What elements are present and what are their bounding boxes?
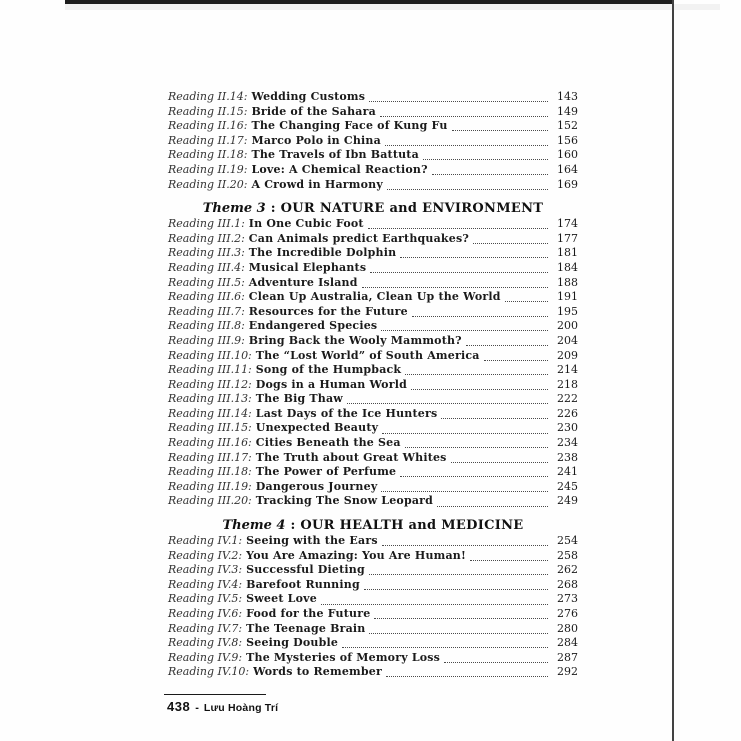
entry-page-number: 226 [557,406,578,420]
reading-label: Reading III.2: [168,231,245,245]
entry-title: The Big Thaw [255,392,343,406]
entry-page-number: 245 [557,479,578,493]
entry-title: Endangered Species [248,319,378,333]
dot-leader [452,130,548,131]
toc-entry [168,534,578,549]
entry-page-number: 222 [557,392,578,406]
entry-page-number: 188 [557,275,578,289]
toc-entry [168,261,578,276]
dot-leader [370,272,548,273]
entry-page-number: 200 [557,319,578,333]
dot-leader [386,676,548,677]
toc-entry [168,578,578,593]
dot-leader [382,545,548,546]
entry-title: Bring Back the Wooly Mammoth? [248,333,462,347]
entry-page-number: 241 [557,465,578,479]
toc-entry [168,148,578,163]
dot-leader [451,462,548,463]
reading-label: Reading III.8: [168,319,245,333]
entry-title: Dangerous Journey [255,479,378,493]
dot-leader [385,145,548,146]
entry-page-number: 262 [557,563,578,577]
reading-label: Reading III.3: [168,246,245,260]
toc-entry [168,665,578,680]
dot-leader [369,574,548,575]
reading-label: Reading III.14: [168,406,252,420]
dot-leader [437,506,548,507]
reading-label: Reading III.7: [168,304,245,318]
reading-label: Reading III.1: [168,217,245,231]
reading-label: Reading IV.9: [168,650,243,664]
entry-page-number: 177 [557,231,578,245]
entry-title: Barefoot Running [246,577,360,591]
entry-page-number: 287 [557,650,578,664]
entry-page-number: 191 [557,290,578,304]
toc-entry [168,607,578,622]
entry-page-number: 143 [557,90,578,103]
entry-page-number: 258 [557,548,578,562]
toc-entry [168,134,578,149]
entry-title: Words to Remember [253,665,382,679]
dot-leader [381,491,548,492]
dot-leader [362,287,548,288]
entry-page-number: 249 [557,494,578,508]
entry-page-number: 156 [557,133,578,147]
entry-page-number: 230 [557,421,578,435]
dot-leader [381,330,548,331]
dot-leader [466,345,548,346]
entry-title: Musical Elephants [248,260,367,274]
reading-label: Reading IV.1: [168,534,243,548]
toc-entry [168,378,578,393]
entry-title: The Incredible Dolphin [248,246,397,260]
entry-title: Last Days of the Ice Hunters [255,406,438,420]
entry-title: Bride of the Sahara [251,104,376,118]
entry-title: In One Cubic Foot [248,217,364,231]
entry-title: Clean Up Australia, Clean Up the World [248,290,501,304]
reading-label: Reading II.20: [168,177,248,191]
entry-page-number: 218 [557,377,578,391]
reading-label: Reading IV.7: [168,621,243,635]
reading-label: Reading IV.4: [168,577,243,591]
dot-leader [470,560,548,561]
entry-title: Love: A Chemical Reaction? [251,162,428,176]
reading-label: Reading III.4: [168,260,245,274]
dot-leader [473,243,548,244]
entry-title: Resources for the Future [248,304,408,318]
reading-label: Reading III.16: [168,436,252,450]
theme-title: : OUR NATURE and ENVIRONMENT [270,201,544,217]
reading-label: Reading III.15: [168,421,252,435]
toc-entry [168,290,578,305]
toc-entry [168,436,578,451]
reading-label: Reading III.19: [168,479,252,493]
toc-entry [168,592,578,607]
entry-title: Food for the Future [246,607,371,620]
reading-label: Reading IV.10: [168,665,250,679]
dot-leader [400,257,548,258]
entry-page-number: 273 [557,592,578,606]
toc-entry [168,349,578,364]
toc-entry [168,217,578,232]
entry-page-number: 209 [557,348,578,362]
toc-theme-heading [168,201,578,217]
entry-title: Sweet Love [246,592,317,606]
entry-title: The “Lost World” of South America [255,348,480,362]
entry-page-number: 238 [557,450,578,464]
dot-leader [374,618,548,619]
entry-page-number: 160 [557,148,578,162]
footer-separator: - [195,702,199,714]
entry-page-number: 254 [557,534,578,548]
toc-entry [168,636,578,651]
table-of-contents [168,90,578,680]
entry-title: Can Animals predict Earthquakes? [248,231,469,245]
theme-script-label: Theme 3 [202,201,266,217]
dot-leader [444,662,548,663]
dot-leader [347,403,548,404]
reading-label: Reading II.15: [168,104,248,118]
reading-label: Reading III.18: [168,465,252,479]
toc-entry [168,105,578,120]
entry-title: Tracking The Snow Leopard [255,494,434,508]
dot-leader [405,447,548,448]
toc-entry [168,549,578,564]
reading-label: Reading III.5: [168,275,245,289]
toc-entry [168,178,578,193]
dot-leader [369,633,548,634]
entry-title: The Truth about Great Whites [255,450,447,464]
toc-entry [168,363,578,378]
toc-entry [168,276,578,291]
entry-title: Seeing with the Ears [246,534,378,548]
dot-leader [369,101,548,102]
dot-leader [364,589,548,590]
reading-label: Reading IV.2: [168,548,243,562]
reading-label: Reading IV.5: [168,592,243,606]
entry-title: Successful Dieting [246,563,365,577]
toc-entry [168,494,578,509]
toc-entry [168,119,578,134]
entry-page-number: 149 [557,104,578,118]
dot-leader [411,389,548,390]
dot-leader [432,174,548,175]
reading-label: Reading II.19: [168,162,248,176]
entry-page-number: 204 [557,333,578,347]
toc-entry [168,421,578,436]
dot-leader [423,159,548,160]
entry-page-number: 181 [557,246,578,260]
dot-leader [382,433,548,434]
scan-top-shadow [65,4,720,10]
dot-leader [321,604,548,605]
entry-page-number: 284 [557,636,578,650]
toc-entry [168,90,578,105]
reading-label: Reading IV.8: [168,636,243,650]
reading-label: Reading III.10: [168,348,252,362]
dot-leader [387,189,548,190]
toc-entry [168,563,578,578]
entry-page-number: 169 [557,177,578,191]
scan-right-edge [672,0,674,741]
dot-leader [484,360,548,361]
entry-page-number: 195 [557,304,578,318]
reading-label: Reading III.20: [168,494,252,508]
reading-label: Reading III.12: [168,377,252,391]
entry-title: Song of the Humpback [255,363,402,377]
toc-entry [168,319,578,334]
entry-title: Seeing Double [246,636,339,650]
entry-title: The Power of Perfume [255,465,397,479]
dot-leader [380,116,548,117]
book-page-number: 438 [167,699,191,714]
dot-leader [400,476,548,477]
reading-label: Reading II.18: [168,148,248,162]
entry-page-number: 276 [557,607,578,620]
reading-label: Reading II.14: [168,90,248,103]
entry-page-number: 280 [557,621,578,635]
entry-title: You Are Amazing: You Are Human! [246,548,467,562]
entry-title: The Mysteries of Memory Loss [246,650,441,664]
dot-leader [505,301,548,302]
toc-entry [168,246,578,261]
entry-title: The Travels of Ibn Battuta [251,148,419,162]
toc-entry [168,407,578,422]
toc-entry [168,651,578,666]
footer-rule [164,694,266,695]
reading-label: Reading IV.3: [168,563,243,577]
toc-theme-heading [168,518,578,534]
reading-label: Reading IV.6: [168,607,243,620]
reading-label: Reading III.13: [168,392,252,406]
dot-leader [342,647,548,648]
entry-page-number: 214 [557,363,578,377]
reading-label: Reading II.16: [168,119,248,133]
toc-entry [168,334,578,349]
entry-page-number: 268 [557,577,578,591]
toc-entry [168,480,578,495]
entry-page-number: 292 [557,665,578,679]
entry-title: Adventure Island [248,275,358,289]
entry-title: Marco Polo in China [251,133,381,147]
dot-leader [412,316,548,317]
entry-page-number: 234 [557,436,578,450]
reading-label: Reading III.11: [168,363,252,377]
entry-title: Wedding Customs [251,90,366,103]
entry-page-number: 184 [557,260,578,274]
dot-leader [368,228,548,229]
toc-entry [168,451,578,466]
entry-page-number: 174 [557,217,578,231]
entry-title: Dogs in a Human World [255,377,407,391]
dot-leader [441,418,548,419]
dot-leader [405,374,548,375]
page-footer [167,699,278,714]
footer-author: Lưu Hoàng Trí [203,702,279,714]
toc-entry [168,465,578,480]
reading-label: Reading II.17: [168,133,248,147]
toc-entry [168,305,578,320]
entry-page-number: 152 [557,119,578,133]
entry-title: Cities Beneath the Sea [255,436,401,450]
entry-title: The Changing Face of Kung Fu [251,119,448,133]
reading-label: Reading III.6: [168,290,245,304]
entry-title: A Crowd in Harmony [251,177,383,191]
toc-entry [168,163,578,178]
entry-title: The Teenage Brain [246,621,366,635]
reading-label: Reading III.17: [168,450,252,464]
toc-entry [168,622,578,637]
entry-title: Unexpected Beauty [255,421,379,435]
toc-entry [168,232,578,247]
entry-page-number: 164 [557,162,578,176]
toc-entry [168,392,578,407]
reading-label: Reading III.9: [168,333,245,347]
theme-script-label: Theme 4 [222,518,286,534]
theme-title: : OUR HEALTH and MEDICINE [290,518,524,534]
